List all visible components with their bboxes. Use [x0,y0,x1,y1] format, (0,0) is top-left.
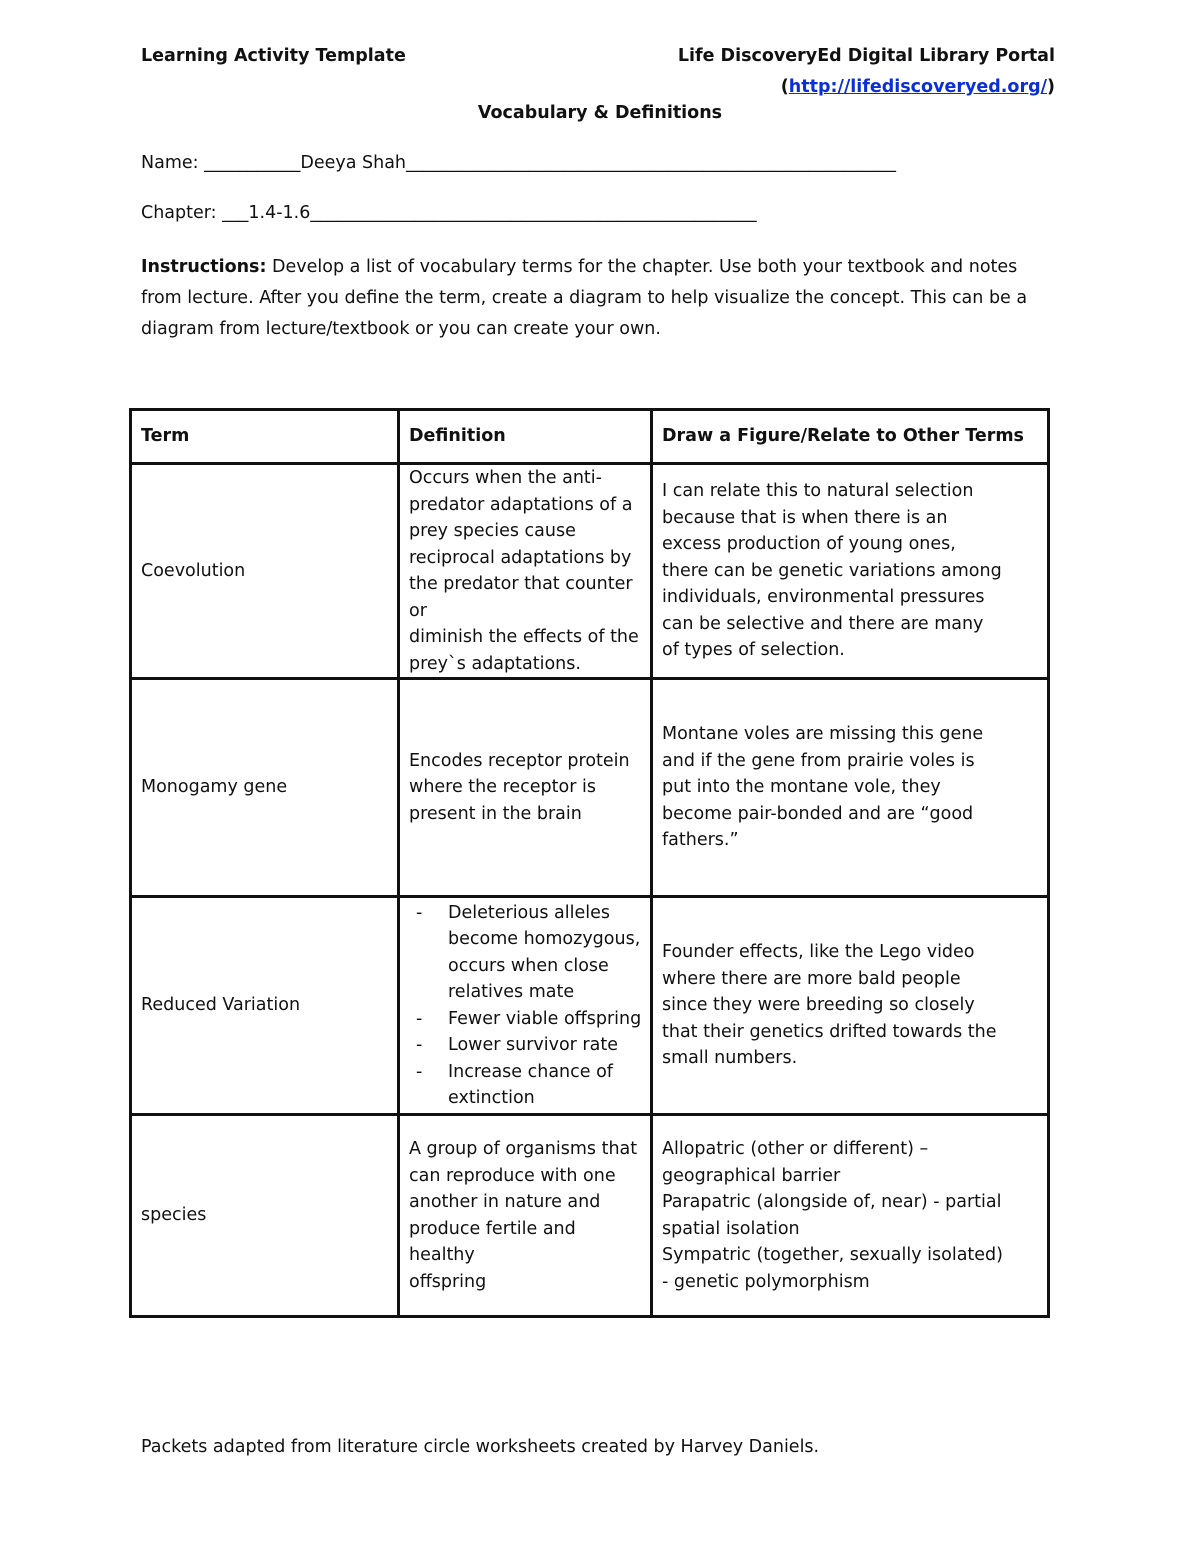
figure-cell[interactable] [652,679,1049,897]
table-row [131,464,1049,679]
table-row [131,679,1049,897]
figure-text: I can relate this to natural selection because that is when there is an excess production of young ones, there can be genetic variations among individuals, environmental pressures can be selective and there are many of types of selection. [662,481,1002,661]
chapter-field [141,203,757,223]
figure-cell[interactable] [652,1115,1049,1317]
definition-cell[interactable] [399,1115,652,1317]
paren-close: ) [1047,77,1055,97]
term-text: Reduced Variation [141,995,301,1016]
definition-list-item: - Lower survivor rate [409,1032,642,1059]
term-cell[interactable] [131,897,399,1115]
name-lead-blank: ___________ [198,153,301,173]
definition-list-item: - Increase chance of extinction [409,1059,642,1112]
header-template-title: Learning Activity Template [141,46,406,66]
table-header-row [131,410,1049,464]
figure-cell[interactable] [652,464,1049,679]
header-portal-title: Life DiscoveryEd Digital Library Portal [677,46,1055,66]
definition-cell[interactable] [399,464,652,679]
name-value[interactable]: Deeya Shah [300,153,407,173]
term-text: species [141,1205,207,1226]
instructions [141,252,1061,345]
definition-text: Encodes receptor protein where the receptor is present in the brain [409,750,630,824]
vocabulary-table [129,408,1050,1318]
term-text: Monogamy gene [141,777,288,798]
chapter-value[interactable]: 1.4-1.6 [248,203,311,223]
definition-list-item: - Fewer viable offspring [409,1006,642,1033]
term-text: Coevolution [141,560,246,581]
header-definition: Definition [399,410,652,464]
figure-cell[interactable] [652,897,1049,1115]
definition-list [409,900,642,1112]
instructions-text: Develop a list of vocabulary terms for the chapter. Use both your textbook and notes from lecture. After you define the term, create a diagram to help visualize the concept. This can be a diagram from lecture/textbook or you can create your own. [141,257,1028,339]
term-cell[interactable] [131,1115,399,1317]
definition-list-item: - Deleterious alleles become homozygous, occurs when close relatives mate [409,900,642,1006]
definition-cell[interactable] [399,897,652,1115]
definition-cell[interactable] [399,679,652,897]
footer-attribution: Packets adapted from literature circle worksheets created by Harvey Daniels. [141,1437,820,1457]
paren-open: ( [780,77,789,97]
figure-text: Founder effects, like the Lego video where there are more bald people since they were breeding so closely that their genetics drifted towards the small numbers. [662,942,997,1069]
table-row [131,1115,1049,1317]
term-cell[interactable] [131,464,399,679]
definition-text: Occurs when the anti- predator adaptations of a prey species cause reciprocal adaptations by the predator that counter or diminish the effects of the prey`s adaptations. [409,468,639,674]
header-term: Term [131,410,399,464]
header-portal-link [781,77,1055,97]
document-title: Vocabulary & Definitions [477,103,723,123]
name-field [141,153,896,173]
term-cell[interactable] [131,679,399,897]
definition-text: A group of organisms that can reproduce with one another in nature and produce fertile and healthy offspring [409,1139,638,1292]
figure-text: Montane voles are missing this gene and if the gene from prairie voles is put into the montane vole, they become pair-bonded and are “good fathers.” [662,724,984,851]
figure-text: Allopatric (other or different) – geographical barrier Parapatric (alongside of, near) - partial spatial isolation Sympatric (together, sexually isolated) - genetic polymorphism [662,1139,1003,1292]
name-label: Name: [141,153,199,173]
name-trail-blank: ________________________________________________________ [406,153,897,173]
instructions-label: Instructions: [141,257,267,277]
table-row [131,897,1049,1115]
chapter-lead-blank: ___ [216,203,249,223]
portal-url-link[interactable]: http://lifediscoveryed.org/ [788,77,1047,97]
header-figure: Draw a Figure/Relate to Other Terms [652,410,1049,464]
chapter-trail-blank: ___________________________________________________ [310,203,757,223]
chapter-label: Chapter: [141,203,217,223]
